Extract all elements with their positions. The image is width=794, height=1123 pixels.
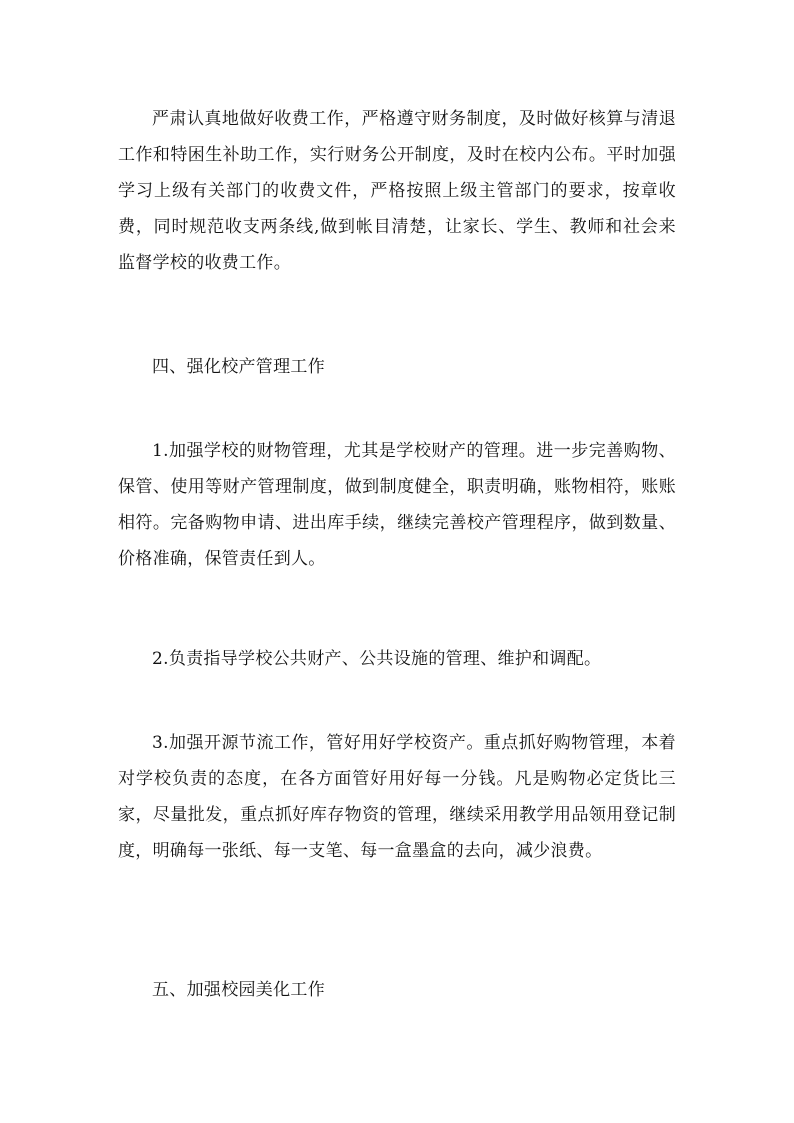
section-heading-4: 四、强化校产管理工作	[152, 357, 325, 377]
section-heading-5: 五、加强校园美化工作	[152, 980, 325, 1000]
list-item-3: 3.加强开源节流工作，管好用好学校资产。重点抓好购物管理，本着对学校负责的态度，在各方面管好用好每一分钱。凡是购物必定货比三家，尽量批发，重点抓好库存物资的管理，继续采用教学用品领用登记制度，明确每一张纸、每一支笔、每一盒墨盒的去向，减少浪费。	[118, 733, 676, 861]
list-item-1: 1.加强学校的财物管理，尤其是学校财产的管理。进一步完善购物、保管、使用等财产管理制度，做到制度健全，职责明确，账物相符，账账相符。完备购物申请、进出库手续，继续完善校产管理程序，做到数量、价格准确，保管责任到人。	[118, 441, 676, 569]
list-item-2: 2.负责指导学校公共财产、公共设施的管理、维护和调配。	[152, 649, 602, 669]
paragraph-finance: 严肃认真地做好收费工作，严格遵守财务制度，及时做好核算与清退工作和特困生补助工作，实行财务公开制度，及时在校内公布。平时加强学习上级有关部门的收费文件，严格按照上级主管部门的要求，按章收费，同时规范收支两条线,做到帐目清楚，让家长、学生、教师和社会来监督学校的收费工作。	[118, 109, 676, 273]
